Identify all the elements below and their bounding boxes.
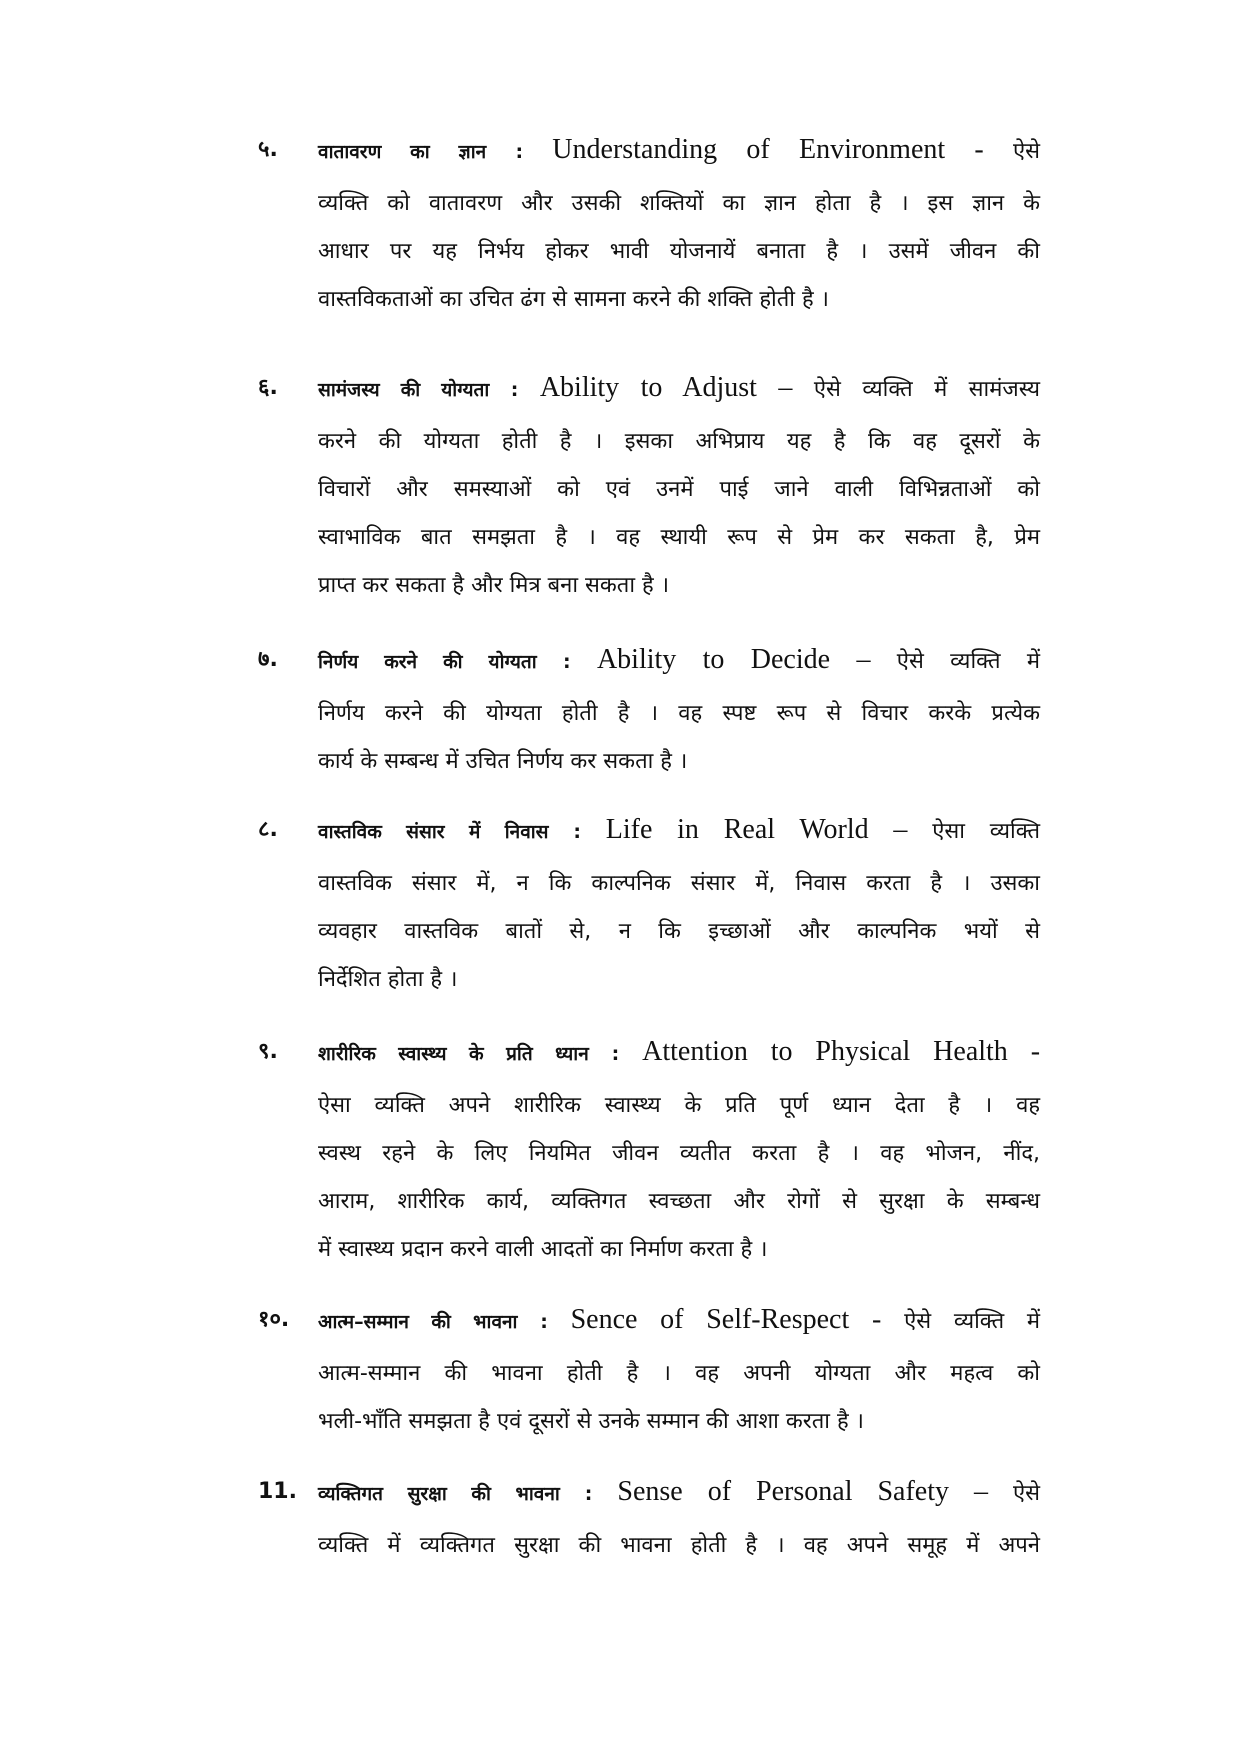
heading-colon: : <box>573 821 581 843</box>
item-paragraph <box>318 418 1040 610</box>
heading-colon: : <box>562 651 571 673</box>
list-item-5 <box>258 130 1040 324</box>
heading-english: Understanding of Environment <box>552 134 946 165</box>
item-heading <box>258 1032 1040 1072</box>
heading-dash: - <box>974 134 984 165</box>
paragraph-line: वास्तविक संसार में, न कि काल्पनिक संसार में, निवास करता है । उसका <box>318 871 1040 896</box>
heading-hindi: सामंजस्य की योग्यता <box>318 379 490 401</box>
heading-lead-text: ऐसे व्यक्ति में सामंजस्य <box>813 377 1041 402</box>
paragraph-line: व्यक्ति में व्यक्तिगत सुरक्षा की भावना होती है । वह अपने समूह में अपने <box>318 1533 1040 1558</box>
item-number: ५. <box>258 137 278 162</box>
item-number: ८. <box>258 817 278 842</box>
list-item-8 <box>258 810 1040 1004</box>
item-paragraph <box>318 690 1040 786</box>
item-paragraph <box>318 1350 1040 1446</box>
item-paragraph <box>318 1082 1040 1274</box>
list-item-11 <box>258 1472 1040 1570</box>
item-heading <box>258 1472 1040 1512</box>
heading-dash: – <box>974 1476 988 1507</box>
heading-hindi: शारीरिक स्वास्थ्य के प्रति ध्यान <box>318 1043 589 1065</box>
heading-lead-text: ऐसे <box>1012 139 1041 164</box>
item-number: ६. <box>258 375 278 400</box>
heading-hindi: निर्णय करने की योग्यता <box>318 651 537 673</box>
paragraph-line: आत्म-सम्मान की भावना होती है । वह अपनी योग्यता और महत्व को <box>318 1361 1040 1386</box>
item-paragraph <box>318 1522 1040 1570</box>
heading-english: Ability to Decide <box>596 644 831 675</box>
heading-english: Ability to Adjust <box>539 372 757 403</box>
paragraph-line: करने की योग्यता होती है । इसका अभिप्राय यह है कि वह दूसरों के <box>318 429 1040 454</box>
heading-colon: : <box>515 141 524 163</box>
heading-lead-text: ऐसे व्यक्ति में <box>896 649 1041 674</box>
item-heading <box>258 368 1040 408</box>
paragraph-line: आधार पर यह निर्भय होकर भावी योजनायें बनाता है । उसमें जीवन की <box>318 239 1040 264</box>
item-number: ९. <box>258 1039 278 1064</box>
item-number: ७. <box>258 647 278 672</box>
item-paragraph <box>318 860 1040 1004</box>
item-paragraph <box>318 180 1040 324</box>
item-number: 11. <box>258 1479 297 1504</box>
paragraph-line: विचारों और समस्याओं को एवं उनमें पाई जाने वाली विभिन्नताओं को <box>318 477 1040 502</box>
paragraph-line: स्वाभाविक बात समझता है । वह स्थायी रूप से प्रेम कर सकता है, प्रेम <box>318 525 1040 550</box>
heading-lead-text: ऐसा व्यक्ति <box>932 819 1041 844</box>
heading-dash: – <box>856 644 871 675</box>
heading-colon: : <box>540 1311 548 1333</box>
heading-dash: – <box>778 372 793 403</box>
heading-dash: - <box>1030 1036 1041 1067</box>
item-heading <box>258 1300 1040 1340</box>
paragraph-line: निर्देशित होता है । <box>318 967 458 992</box>
paragraph-line: निर्णय करने की योग्यता होती है । वह स्पष्ट रूप से विचार करके प्रत्येक <box>318 701 1040 726</box>
paragraph-line: व्यवहार वास्तविक बातों से, न कि इच्छाओं और काल्पनिक भयों से <box>318 919 1040 944</box>
paragraph-line: प्राप्त कर सकता है और मित्र बना सकता है । <box>318 573 670 598</box>
heading-colon: : <box>510 379 519 401</box>
item-number: १०. <box>258 1307 290 1332</box>
paragraph-line: वास्तविकताओं का उचित ढंग से सामना करने की शक्ति होती है । <box>318 287 829 312</box>
paragraph-line: कार्य के सम्बन्ध में उचित निर्णय कर सकता है । <box>318 749 688 774</box>
heading-english: Sense of Personal Safety <box>617 1476 949 1507</box>
item-heading <box>258 640 1040 680</box>
paragraph-line: आराम, शारीरिक कार्य, व्यक्तिगत स्वच्छता और रोगों से सुरक्षा के सम्बन्ध <box>318 1189 1040 1214</box>
heading-dash: - <box>872 1304 882 1335</box>
paragraph-line: भली-भाँति समझता है एवं दूसरों से उनके सम्मान की आशा करता है । <box>318 1409 865 1434</box>
paragraph-line: स्वस्थ रहने के लिए नियमित जीवन व्यतीत करता है । वह भोजन, नींद, <box>318 1141 1040 1166</box>
paragraph-line: व्यक्ति को वातावरण और उसकी शक्तियों का ज्ञान होता है । इस ज्ञान के <box>318 191 1040 216</box>
heading-hindi: वातावरण का ज्ञान <box>318 141 487 163</box>
heading-hindi: वास्तविक संसार में निवास <box>318 821 549 843</box>
heading-hindi: व्यक्तिगत सुरक्षा की भावना <box>318 1483 560 1505</box>
item-heading <box>258 810 1040 850</box>
heading-lead-text: ऐसे <box>1013 1481 1041 1506</box>
paragraph-line: में स्वास्थ्य प्रदान करने वाली आदतों का निर्माण करता है । <box>318 1237 768 1262</box>
list-item-9 <box>258 1032 1040 1274</box>
list-item-6 <box>258 368 1040 610</box>
heading-dash: – <box>893 814 908 845</box>
heading-colon: : <box>611 1043 620 1065</box>
heading-english: Life in Real World <box>605 814 869 845</box>
heading-english: Sence of Self-Respect <box>570 1304 850 1335</box>
item-heading <box>258 130 1040 170</box>
paragraph-line: ऐसा व्यक्ति अपने शारीरिक स्वास्थ्य के प्रति पूर्ण ध्यान देता है । वह <box>318 1093 1040 1118</box>
heading-lead-text: ऐसे व्यक्ति में <box>904 1309 1041 1334</box>
heading-hindi: आत्म–सम्मान की भावना <box>318 1311 518 1333</box>
heading-colon: : <box>584 1483 593 1505</box>
list-item-10 <box>258 1300 1040 1446</box>
heading-english: Attention to Physical Health <box>642 1036 1008 1067</box>
list-item-7 <box>258 640 1040 786</box>
